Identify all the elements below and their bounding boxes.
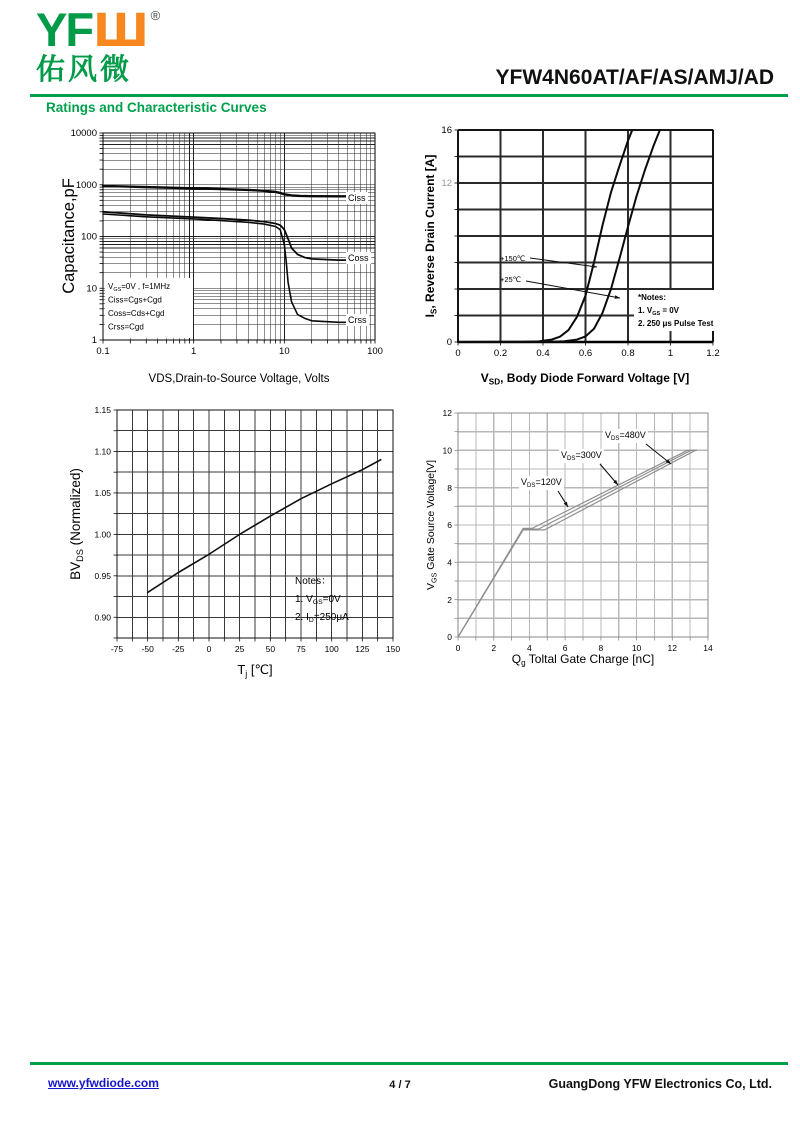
svg-text:*Notes:: *Notes: [638,293,667,302]
bvds-normalized-vs-temperature-chart [60,400,410,685]
svg-text:Ciss: Ciss [348,193,366,203]
svg-text:-25: -25 [172,644,185,654]
svg-text:8: 8 [598,643,604,653]
company-name: GuangDong YFW Electronics Co, Ltd. [548,1077,772,1091]
svg-text:25: 25 [234,644,245,654]
svg-text:VDS=300V: $V_{DS}=300V$ [561,450,602,462]
svg-text:10000: 10000 [70,128,97,140]
logo-sha-icon: Ш [93,4,149,57]
svg-text:0: 0 [455,348,461,359]
svg-text:Tj [℃]: $T_j$ [℃] [237,662,273,679]
footer-divider [30,1062,788,1065]
page-number: 4 / 7 [389,1079,411,1091]
svg-text:Notes：: Notes： [295,576,332,587]
svg-text:2. 250 μs Pulse Test: 2. 250 μs Pulse Test [638,319,714,328]
svg-text:12: 12 [442,408,452,419]
svg-text:4: 4 [527,643,532,653]
svg-text:0: 0 [447,632,452,643]
svg-text:14: 14 [703,643,713,653]
svg-text:+150℃: +150℃ [500,254,526,263]
capacitance-vs-vds-chart [60,118,410,403]
logo-yf-text: YF [36,3,93,56]
svg-text:2: 2 [447,594,452,605]
svg-text:125: 125 [355,644,370,654]
svg-text:Capacitance,pF: Capacitance,pF [60,178,78,294]
yfw-logo [36,3,161,86]
svg-text:0.2: 0.2 [493,348,508,359]
svg-text:10: 10 [442,445,452,456]
svg-text:1. VGS = 0V: 1. $V_{GS} = 0V$ [638,306,679,317]
svg-text:0: 0 [206,644,212,654]
svg-text:+25℃: +25℃ [500,275,522,284]
svg-text:0.8: 0.8 [621,348,635,359]
svg-text:150: 150 [385,644,401,654]
svg-text:100: 100 [324,644,339,654]
svg-text:1: 1 [91,335,97,347]
svg-text:VDS,Drain-to-Source Voltage, V: VDS,Drain-to-Source Voltage, Volts [148,373,330,385]
svg-text:0.4: 0.4 [536,348,550,359]
svg-text:1: 1 [667,348,674,359]
svg-text:Crss: Crss [348,315,367,325]
svg-text:BVDS (Normalized): $BV_{DS}$ (Normalized) [68,468,85,580]
svg-text:VDS=480V: $V_{DS}=480V$ [605,430,646,442]
gate-charge-chart [420,400,780,690]
svg-text:10: 10 [86,283,97,295]
logo-chinese-name: 佑风微 [36,52,133,86]
svg-text:100: 100 [81,231,97,243]
svg-text:0.1: 0.1 [96,346,110,357]
svg-text:-75: -75 [110,644,124,654]
svg-text:0.95: 0.95 [94,571,111,582]
svg-text:0: 0 [455,643,461,653]
header-divider [30,94,788,97]
svg-text:Crss=Cgd: Crss=Cgd [108,322,144,332]
svg-text:Coss: Coss [348,253,369,263]
body-diode-forward-voltage-chart [420,118,780,403]
svg-text:10: 10 [279,346,290,357]
svg-text:VDS=120V: $V_{DS}=120V$ [521,477,562,489]
section-title: Ratings and Characteristic Curves [46,100,267,115]
svg-text:4: 4 [447,557,452,568]
svg-text:10: 10 [631,643,642,653]
registered-trademark-icon: ® [150,8,161,23]
svg-text:6: 6 [447,520,452,531]
svg-text:12: 12 [667,643,678,653]
svg-text:50: 50 [265,644,276,654]
svg-text:75: 75 [296,644,306,654]
svg-text:1.10: 1.10 [94,446,111,457]
svg-text:0: 0 [446,337,452,349]
svg-text:-50: -50 [141,644,154,654]
website-link[interactable]: www.yfwdiode.com [48,1076,159,1090]
svg-text:0.90: 0.90 [94,612,111,623]
svg-text:Ciss=Cgs+Cgd: Ciss=Cgs+Cgd [108,295,162,305]
svg-text:100: 100 [367,346,383,357]
svg-text:1000: 1000 [75,179,97,191]
svg-text:6: 6 [562,643,568,653]
svg-text:IS, Reverse Drain Current [A]: $I_S$, Reverse Drain Current [A] [423,154,439,318]
svg-text:VGS Gate Source Voltage[V]: $V_{GS}$ Gate Source Voltage[V] [425,460,439,590]
svg-text:1. VGS=0V: 1. $V_{GS}=0V$ [295,594,341,607]
svg-text:8: 8 [447,482,452,493]
svg-text:VSD, Body Diode Forward Voltag: $V_{SD}$, Body Diode Forward Voltage [V] [480,371,690,387]
svg-text:0.6: 0.6 [578,348,593,359]
svg-text:12: 12 [441,178,452,190]
part-number-title: YFW4N60AT/AF/AS/AMJ/AD [495,66,774,89]
svg-text:16: 16 [441,125,452,137]
svg-text:1.2: 1.2 [706,348,720,359]
svg-text:2. ID=250μA: 2. $I_D=250\mu A$ [295,612,349,625]
svg-text:1.05: 1.05 [94,488,111,499]
svg-text:Coss=Cds+Cgd: Coss=Cds+Cgd [108,309,165,318]
svg-text:1.00: 1.00 [94,529,111,540]
svg-text:1: 1 [191,346,197,357]
svg-text:2: 2 [491,643,497,653]
svg-text:1.15: 1.15 [94,405,111,416]
svg-text:Qg Toltal Gate Charge [nC]: $Q_g$ Toltal Gate Charge [nC] [511,652,655,668]
svg-text:VGS=0V , f=1MHz: $V_{GS}=0V$ , f=1MHz [108,282,171,293]
